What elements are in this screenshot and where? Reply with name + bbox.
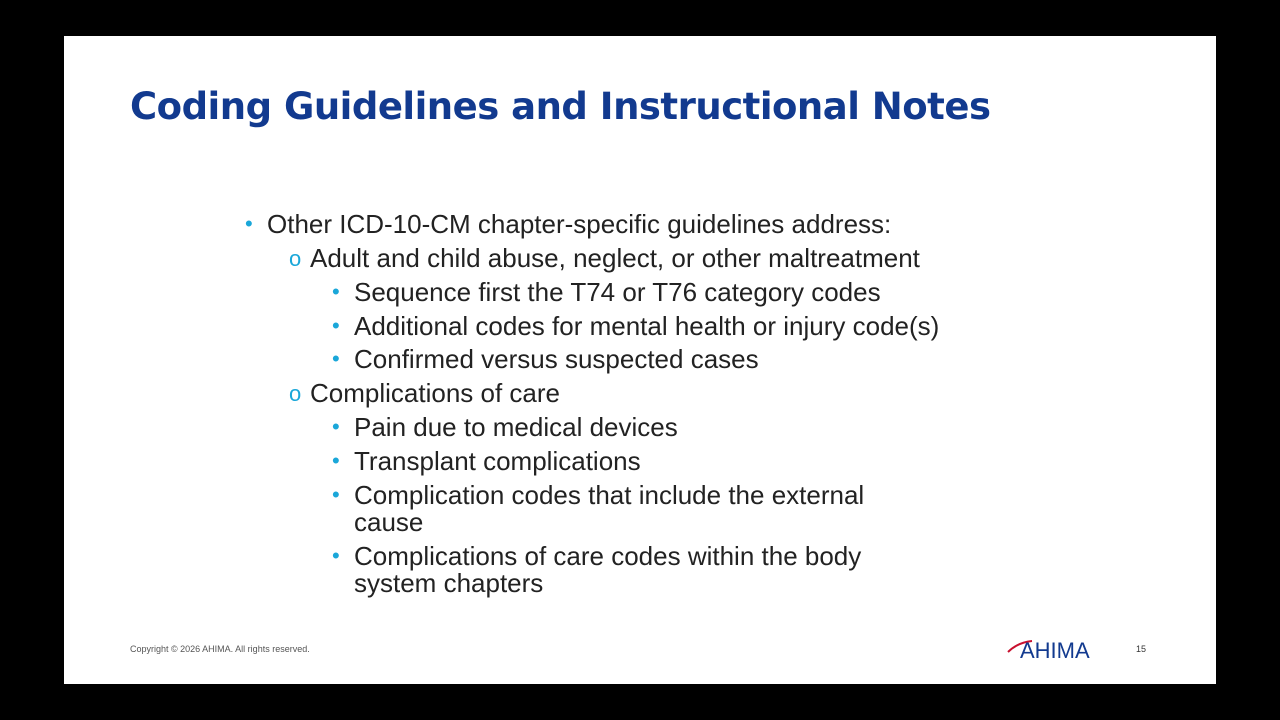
bullet-text-level3: Complications of care codes within the body bbox=[354, 541, 862, 571]
bullet-text-level3: Transplant complications bbox=[354, 446, 641, 476]
bullet-text-level3: Complication codes that include the external bbox=[354, 480, 865, 510]
page-number: 15 bbox=[1136, 644, 1147, 654]
bullet-marker: • bbox=[332, 313, 340, 338]
logo-wordmark: AHIMA bbox=[1020, 638, 1090, 663]
bullet-text-level3: Additional codes for mental health or injury code(s) bbox=[354, 311, 940, 341]
bullet-text-level2: Complications of care bbox=[310, 378, 560, 408]
slide bbox=[64, 36, 1216, 684]
bullet-text-level1: Other ICD-10-CM chapter-specific guidelines address: bbox=[267, 209, 892, 239]
sub-bullet-marker: o bbox=[289, 381, 302, 406]
bullet-marker: • bbox=[245, 211, 253, 236]
bullet-marker: • bbox=[332, 414, 340, 439]
bullet-marker: • bbox=[332, 448, 340, 473]
bullet-text-level3: Sequence first the T74 or T76 category codes bbox=[354, 277, 881, 307]
bullet-list bbox=[64, 36, 1216, 684]
bullet-text-level3: Pain due to medical devices bbox=[354, 412, 678, 442]
slide-title: Coding Guidelines and Instructional Notes bbox=[130, 85, 991, 128]
bullet-marker: • bbox=[332, 279, 340, 304]
bullet-text-level3-continued: cause bbox=[354, 507, 424, 537]
copyright-footer: Copyright © 2026 AHIMA. All rights reserved. bbox=[130, 644, 310, 654]
bullet-marker: • bbox=[332, 482, 340, 507]
bullet-text-level3-continued: system chapters bbox=[354, 568, 544, 598]
sub-bullet-marker: o bbox=[289, 246, 302, 271]
ahima-logo bbox=[1006, 636, 1106, 666]
bullet-text-level2: Adult and child abuse, neglect, or other maltreatment bbox=[310, 243, 920, 273]
bullet-marker: • bbox=[332, 543, 340, 568]
bullet-text-level3: Confirmed versus suspected cases bbox=[354, 344, 759, 374]
bullet-marker: • bbox=[332, 346, 340, 371]
